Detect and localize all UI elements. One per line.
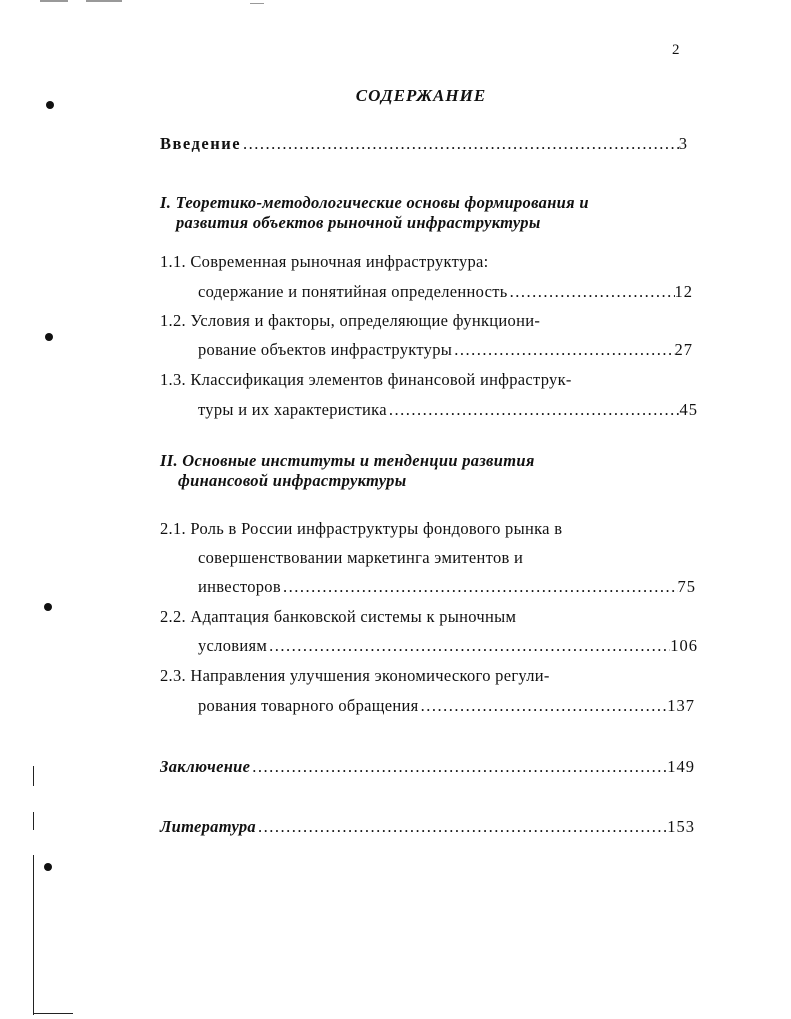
dot-leader: [419, 696, 668, 716]
dot-leader: [267, 636, 670, 656]
binder-hole-mark: [46, 101, 54, 109]
toc-item-1-1-line1[interactable]: 1.1. Современная рыночная инфраструктура:: [160, 252, 489, 271]
toc-item-2-2-line1[interactable]: 2.2. Адаптация банковской системы к рыночным: [160, 607, 517, 626]
toc-entry-literature[interactable]: [160, 817, 695, 837]
page-number: 2: [672, 42, 680, 58]
scan-edge-line: [33, 855, 34, 1015]
toc-entry-label: рования товарного обращения: [198, 696, 419, 715]
scan-edge-line: [33, 812, 34, 830]
toc-entry-page: 75: [677, 577, 696, 596]
scan-edge-line: [33, 1013, 73, 1014]
toc-entry-page: 12: [674, 282, 693, 301]
toc-item-1-3-line1[interactable]: 1.3. Классификация элементов финансовой инфраструк-: [160, 370, 572, 389]
toc-entry-label: условиям: [198, 636, 268, 655]
toc-entry-label: рование объектов инфраструктуры: [198, 340, 453, 359]
toc-item-1-2-line1[interactable]: 1.2. Условия и факторы, определяющие функциони-: [160, 311, 541, 330]
toc-entry-page: 45: [679, 400, 698, 419]
part1-heading-line2[interactable]: развития объектов рыночной инфраструктуры: [176, 213, 541, 232]
toc-entry-introduction[interactable]: [160, 134, 688, 154]
dot-leader: [250, 757, 667, 777]
toc-item-1-2-line2[interactable]: [198, 340, 693, 360]
dot-leader: [508, 282, 675, 302]
page-title: СОДЕРЖАНИЕ: [355, 86, 487, 105]
toc-item-1-3-line2[interactable]: [198, 400, 698, 420]
dot-leader: [387, 400, 680, 420]
binder-hole-mark: [44, 863, 52, 871]
toc-item-2-3-line2[interactable]: [198, 696, 695, 716]
dot-leader: [452, 340, 674, 360]
toc-item-2-1-line3[interactable]: [198, 577, 696, 597]
scan-edge-line: [33, 766, 34, 786]
dot-leader: [256, 817, 667, 837]
part2-heading-line1[interactable]: II. Основные институты и тенденции развития: [160, 451, 535, 470]
part2-heading-line2[interactable]: финансовой инфраструктуры: [178, 471, 407, 490]
scan-top-artifact: [250, 3, 264, 4]
toc-entry-label: Введение: [160, 134, 242, 153]
part1-heading-line1[interactable]: I. Теоретико-методологические основы формирования и: [160, 193, 589, 212]
scan-top-artifact: [40, 0, 68, 2]
binder-hole-mark: [44, 603, 52, 611]
toc-entry-label: Заключение: [160, 757, 251, 776]
dot-leader: [241, 134, 679, 154]
toc-item-2-1-line1[interactable]: 2.1. Роль в России инфраструктуры фондового рынка в: [160, 519, 563, 538]
scan-top-artifact: [86, 0, 122, 2]
toc-entry-page: 149: [667, 757, 695, 776]
toc-entry-page: 3: [678, 134, 688, 153]
toc-item-1-1-line2[interactable]: [198, 282, 693, 302]
toc-item-2-3-line1[interactable]: 2.3. Направления улучшения экономического регули-: [160, 666, 550, 685]
toc-entry-conclusion[interactable]: [160, 757, 695, 777]
toc-entry-page: 106: [670, 636, 698, 655]
toc-item-2-1-line2[interactable]: совершенствовании маркетинга эмитентов и: [198, 548, 524, 567]
toc-entry-label: туры и их характеристика: [198, 400, 387, 419]
toc-entry-label: инвесторов: [198, 577, 281, 596]
dot-leader: [281, 577, 678, 597]
toc-entry-page: 137: [667, 696, 695, 715]
toc-entry-page: 153: [667, 817, 695, 836]
binder-hole-mark: [45, 333, 53, 341]
toc-item-2-2-line2[interactable]: [198, 636, 698, 656]
toc-entry-label: Литература: [160, 817, 256, 836]
toc-entry-label: содержание и понятийная определенность: [198, 282, 508, 301]
toc-entry-page: 27: [674, 340, 693, 359]
